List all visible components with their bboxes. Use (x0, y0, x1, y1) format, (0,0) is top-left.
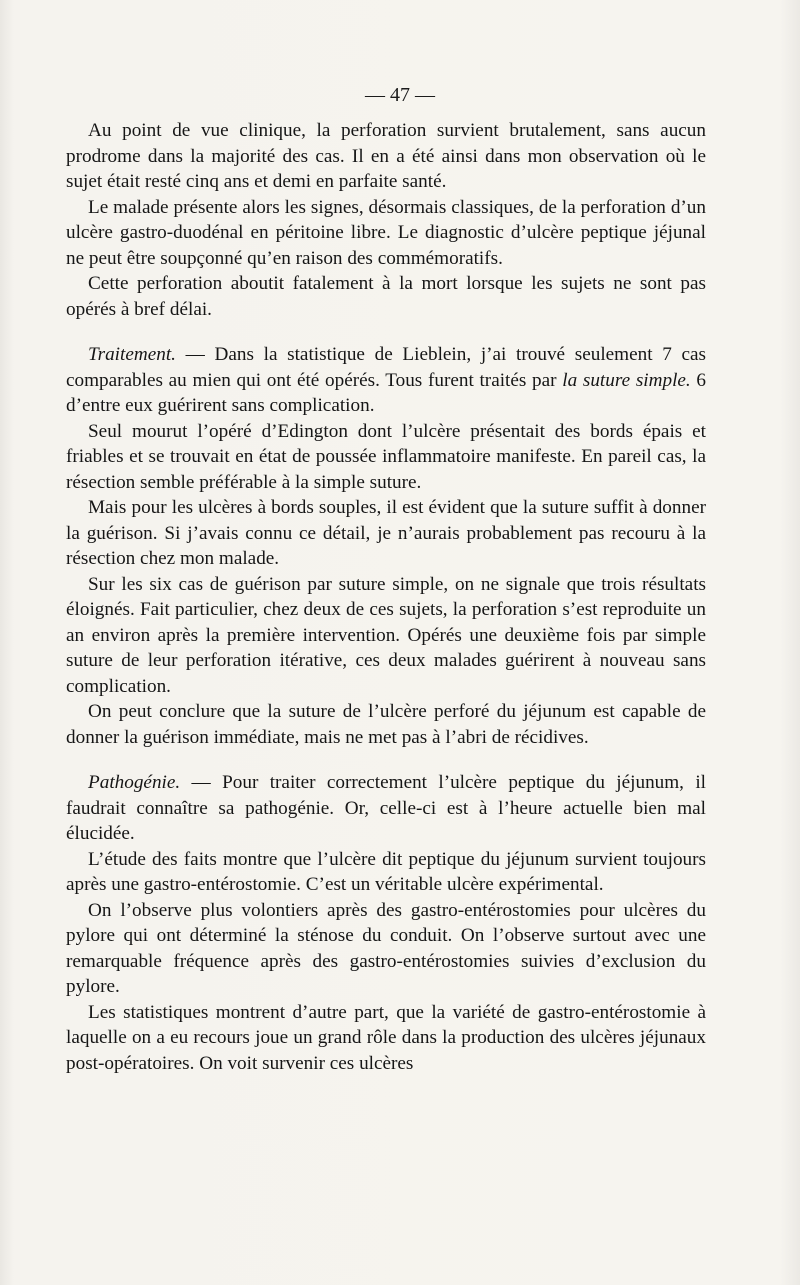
section-heading-treatment: Traitement. (88, 344, 176, 365)
paragraph-suture: Mais pour les ulcères à bords souples, il est évident que la suture suffit à donner la guérison. Si j’avais connu ce détail, je n’aurais probablement pas recouru à la résection chez mon malade. (66, 497, 706, 569)
paragraph-observation: On l’observe plus volontiers après des gastro-entérostomies pour ulcères du pylore qui ont déterminé la sténose du conduit. On l’observe surtout avec une remarquable fréquence après des gastro-entérostomies suivies d’exclusion du pylore. (66, 899, 706, 997)
paragraph-outcome: Cette perforation aboutit fatalement à la mort lorsque les sujets ne sont pas opérés à bref délai. (66, 273, 706, 320)
page-body (66, 118, 706, 1076)
pathogenesis-text: — Pour traiter correctement l’ulcère peptique du jéjunum, il faudrait connaître sa pathogénie. Or, celle-ci est à l’heure actuelle bien mal élucidée. (66, 772, 706, 844)
paragraph-signs: Le malade présente alors les signes, désormais classiques, de la perforation d’un ulcère gastro-duodénal en péritoine libre. Le diagnostic d’ulcère peptique jéjunal ne peut être soupçonné qu’en raison des commémoratifs. (66, 196, 706, 269)
treatment-text-a: — Dans la statistique de Lieblein, j’ai trouvé seulement 7 cas comparables au mien qui ont été opérés. Tous furent traités par (66, 344, 706, 391)
page-number: — 47 — (365, 84, 435, 106)
treatment-text-b: 6 d’entre eux guérirent sans complication. (66, 369, 707, 416)
paragraph-conclusion: On peut conclure que la suture de l’ulcère perforé du jéjunum est capable de donner la guérison immédiate, mais ne met pas à l’abri de récidives. (66, 701, 706, 748)
paragraph-treatment (66, 342, 706, 419)
paragraph-pathogenesis (66, 770, 706, 847)
section-heading-pathogenesis: Pathogénie. (88, 772, 181, 793)
paragraph-experimental-ulcer: L’étude des faits montre que l’ulcère dit peptique du jéjunum survient toujours après une gastro-entérostomie. C’est un véritable ulcère expérimental. (66, 848, 706, 895)
paragraph-edington: Seul mourut l’opéré d’Edington dont l’ulcère présentait des bords épais et friables et se trouvait en état de poussée inflammatoire manifeste. En pareil cas, la résection semble préférable à la simple suture. (66, 420, 706, 493)
paragraph-clinical-onset: Au point de vue clinique, la perforation survient brutalement, sans aucun prodrome dans la majorité des cas. Il en a été ainsi dans mon observation où le sujet était resté cinq ans et demi en parfaite santé. (66, 120, 706, 192)
paragraph-results: Sur les six cas de guérison par suture simple, on ne signale que trois résultats éloignés. Fait particulier, chez deux de ces sujets, la perforation s’est reproduite un an environ après la première intervention. Opérés une deuxième fois par simple suture de leur perforation itérative, ces deux malades guérirent à nouveau sans complication. (66, 573, 706, 697)
treatment-emphasis: la suture simple. (562, 369, 691, 391)
paragraph-statistics: Les statistiques montrent d’autre part, que la variété de gastro-entérostomie à laquelle on a eu recours joue un grand rôle dans la production des ulcères jéjunaux post-opératoires. On voit survenir ces ulcères (66, 1001, 706, 1074)
